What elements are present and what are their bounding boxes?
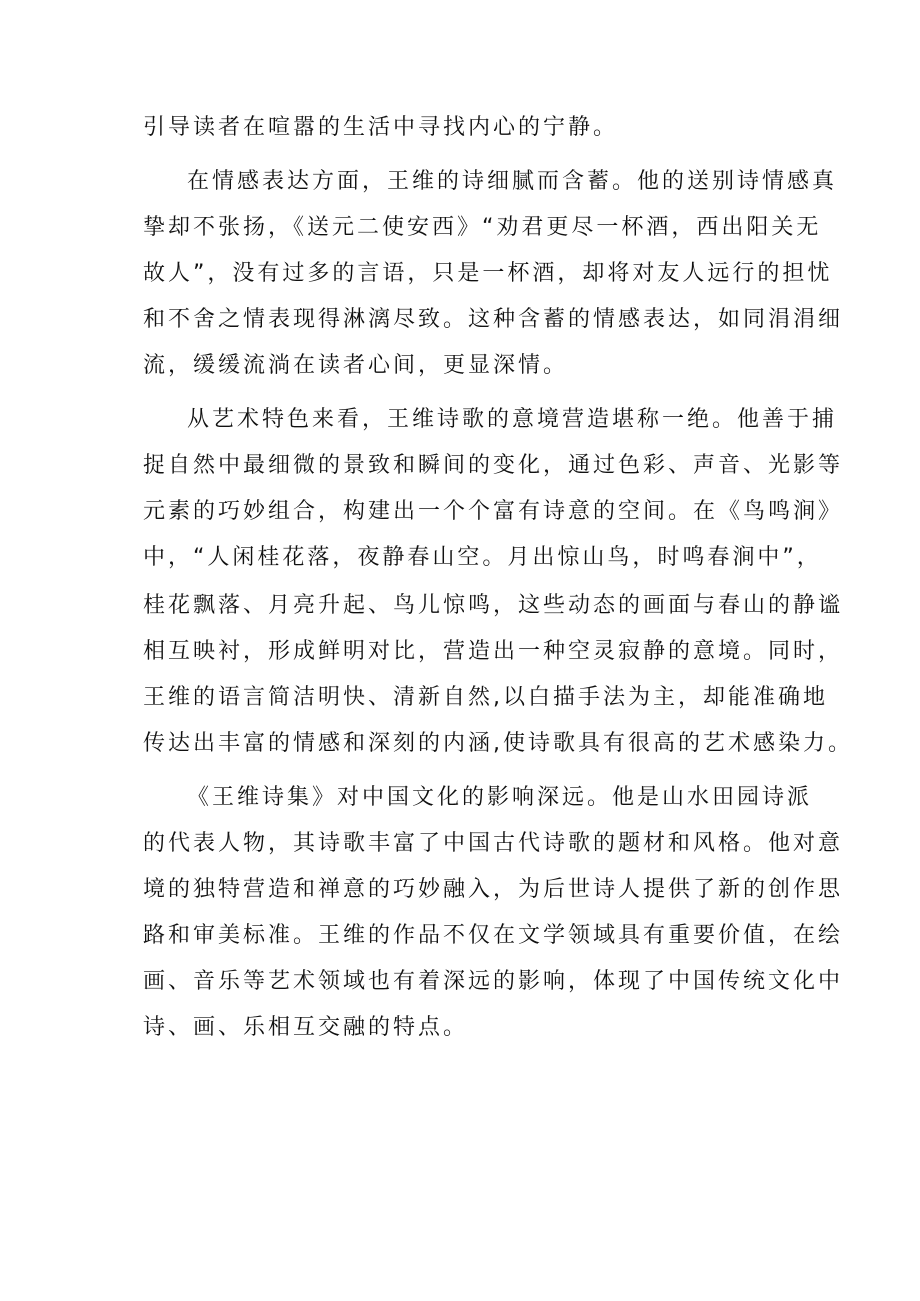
paragraph-first-line: 在情感表达方面，王维的诗细腻而含蓄。他的送别诗情感真	[187, 169, 838, 194]
text-line: 故人”，没有过多的言语，只是一杯酒，却将对友人远行的担忧	[143, 261, 833, 286]
text-line: 王维的语言简洁明快、清新自然,以白描手法为主，却能准确地	[143, 685, 828, 710]
text-line: 中，“人闲桂花落，夜静春山空。月出惊山鸟，时鸣春涧中”，	[143, 545, 822, 570]
text-line: 画、音乐等艺术领域也有着深远的影响，体现了中国传统文化中	[143, 969, 844, 994]
text-line: 挚却不张扬，《送元二使安西》“劝君更尽一杯酒，西出阳关无	[143, 215, 822, 240]
text-line: 捉自然中最细微的景致和瞬间的变化，通过色彩、声音、光影等	[143, 453, 844, 478]
text-line: 桂花飘落、月亮升起、鸟儿惊鸣，这些动态的画面与春山的静谧	[143, 593, 844, 618]
paragraph-first-line: 《王维诗集》对中国文化的影响深远。他是山水田园诗派	[187, 785, 813, 810]
text-line: 相互映衬，形成鲜明对比，营造出一种空灵寂静的意境。同时，	[143, 639, 844, 664]
text-line: 元素的巧妙组合，构建出一个个富有诗意的空间。在《鸟鸣涧》	[143, 499, 844, 524]
text-line: 流，缓缓流淌在读者心间，更显深情。	[143, 353, 569, 378]
text-line: 传达出丰富的情感和深刻的内涵,使诗歌具有很高的艺术感染力。	[143, 731, 853, 756]
text-line: 引导读者在喧嚣的生活中寻找内心的宁静。	[143, 115, 619, 140]
text-line: 的代表人物，其诗歌丰富了中国古代诗歌的题材和风格。他对意	[143, 831, 844, 856]
paragraph-first-line: 从艺术特色来看，王维诗歌的意境营造堪称一绝。他善于捕	[187, 407, 838, 432]
text-line: 和不舍之情表现得淋漓尽致。这种含蓄的情感表达，如同涓涓细	[143, 307, 844, 332]
text-line: 诗、画、乐相互交融的特点。	[143, 1015, 469, 1040]
text-line: 境的独特营造和禅意的巧妙融入，为后世诗人提供了新的创作思	[143, 877, 844, 902]
text-line: 路和审美标准。王维的作品不仅在文学领域具有重要价值，在绘	[143, 923, 844, 948]
